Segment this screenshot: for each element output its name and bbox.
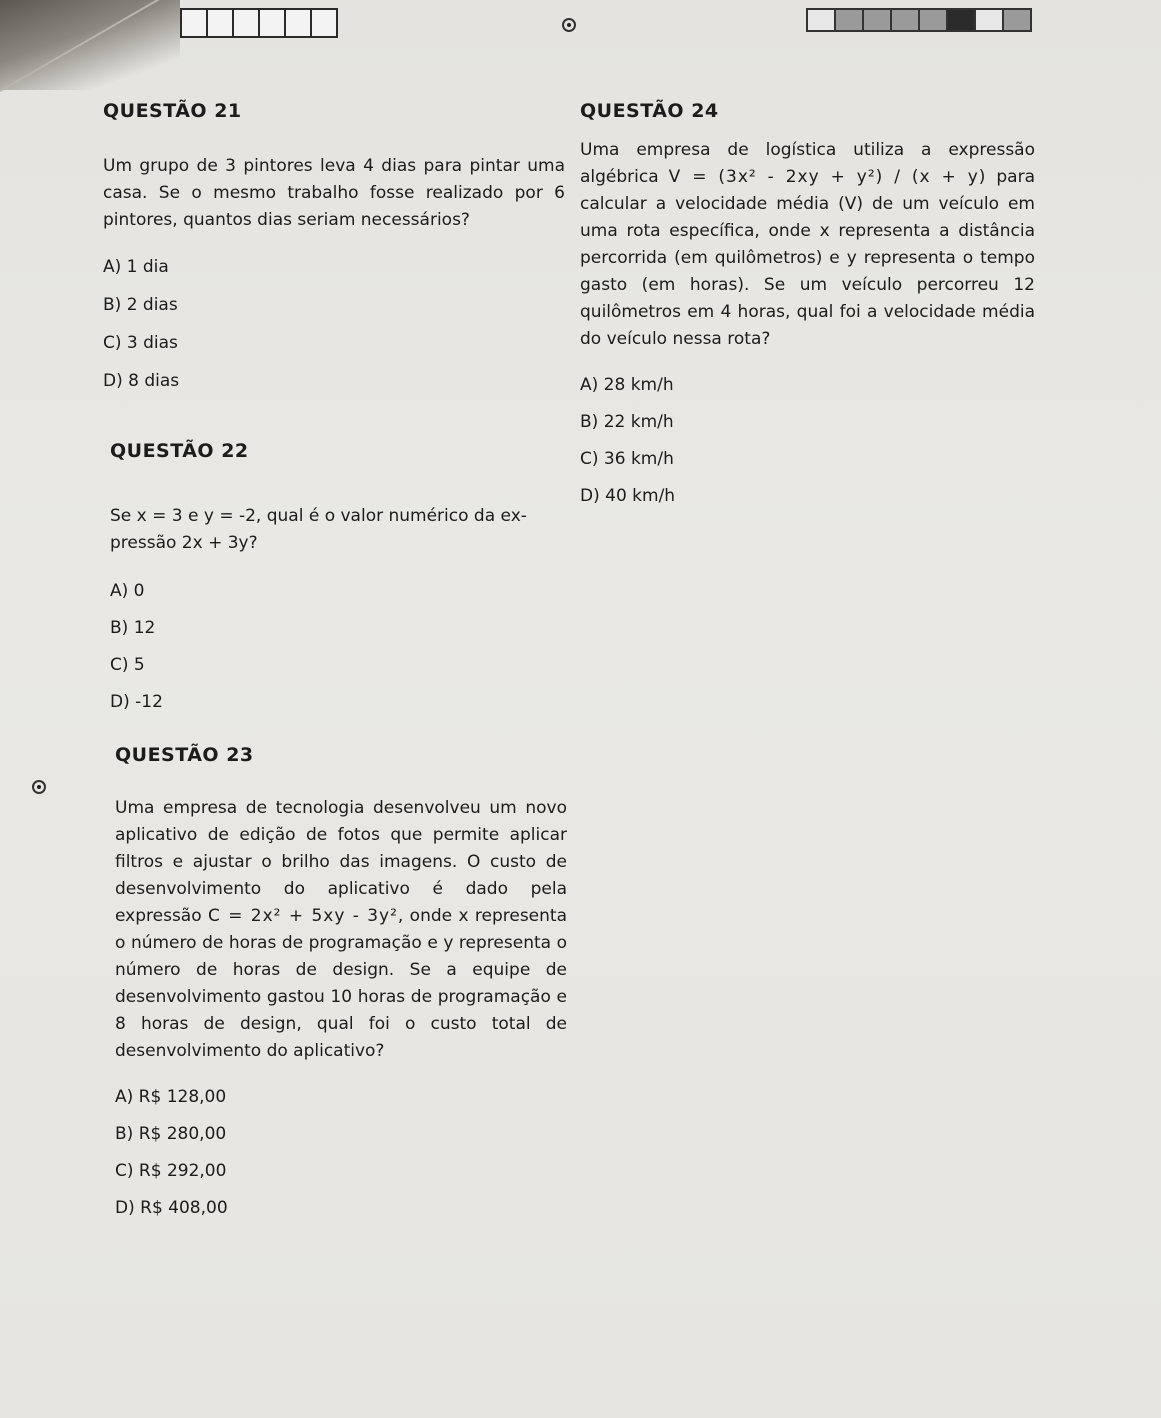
timing-marks-left: [180, 8, 336, 38]
option-d[interactable]: D) R$ 408,00: [115, 1198, 228, 1218]
options-list: [580, 367, 1035, 515]
options-list: [103, 248, 565, 400]
options-list: [115, 1079, 567, 1227]
statement-part-a: Uma empresa de tecnologia desenvolveu um novo aplicativo de edição de fotos que permite aplicar filtros e ajustar o brilho das imagens. O custo de desenvolvimento do aplicativo é dado pela expressão: [115, 798, 567, 926]
statement-part-b: , onde x representa o número de horas de programação e y representa o número de horas de design. Se a equipe de desenvolvimento gastou 10 horas de programação e 8 horas de design, qual foi o custo total de desenvolvimento do aplicativo?: [115, 906, 567, 1061]
option-a[interactable]: A) 1 dia: [103, 257, 169, 277]
option-b[interactable]: B) R$ 280,00: [115, 1124, 227, 1144]
option-c[interactable]: C) 36 km/h: [580, 449, 674, 469]
option-b[interactable]: B) 22 km/h: [580, 412, 674, 432]
statement-part-b: para calcular a velocidade média (V) de um veículo em uma rota específica, onde x representa a distância percorrida (em quilômetros) e y representa o tempo gasto (em horas). Se um veículo percorreu 12 quilômetros em 4 horas, qual foi a velocidade média do veículo nessa rota?: [580, 167, 1036, 349]
option-d[interactable]: D) -12: [110, 692, 163, 712]
registration-mark-icon: [32, 780, 46, 794]
question-statement: Um grupo de 3 pintores leva 4 dias para pintar uma casa. Se o mesmo trabalho fosse realizado por 6 pintores, quantos dias seriam necessários?: [103, 156, 565, 230]
question-statement: [115, 795, 567, 1065]
question-21: [103, 98, 565, 400]
question-statement: [580, 137, 1035, 353]
cost-expression: C = 2x² + 5xy - 3y²: [207, 906, 398, 926]
option-b[interactable]: B) 12: [110, 618, 156, 638]
registration-mark-icon: [562, 18, 576, 32]
option-c[interactable]: C) 5: [110, 655, 145, 675]
option-b[interactable]: B) 2 dias: [103, 295, 178, 315]
question-24: [580, 98, 1035, 515]
statement-line-1: Se x = 3 e y = -2, qual é o valor numérico da ex-: [110, 506, 527, 526]
question-22: [110, 438, 565, 721]
question-title: QUESTÃO 24: [580, 100, 719, 122]
statement-line-2: pressão 2x + 3y?: [110, 533, 258, 553]
statement-part-a: Uma empresa de logística utiliza a expressão algébrica: [580, 140, 1035, 187]
question-title: QUESTÃO 21: [103, 100, 242, 122]
option-d[interactable]: D) 8 dias: [103, 371, 180, 391]
option-a[interactable]: A) 0: [110, 581, 145, 601]
question-title: QUESTÃO 22: [110, 440, 249, 462]
options-list: [110, 573, 565, 721]
option-a[interactable]: A) 28 km/h: [580, 375, 674, 395]
question-statement: [110, 503, 565, 557]
option-c[interactable]: C) 3 dias: [103, 333, 178, 353]
timing-marks-right: [806, 8, 1030, 32]
option-d[interactable]: D) 40 km/h: [580, 486, 676, 506]
question-23: [115, 742, 567, 1227]
question-title: QUESTÃO 23: [115, 744, 254, 766]
option-a[interactable]: A) R$ 128,00: [115, 1087, 227, 1107]
option-c[interactable]: C) R$ 292,00: [115, 1161, 227, 1181]
velocity-expression: V = (3x² - 2xy + y²) / (x + y): [668, 167, 987, 187]
